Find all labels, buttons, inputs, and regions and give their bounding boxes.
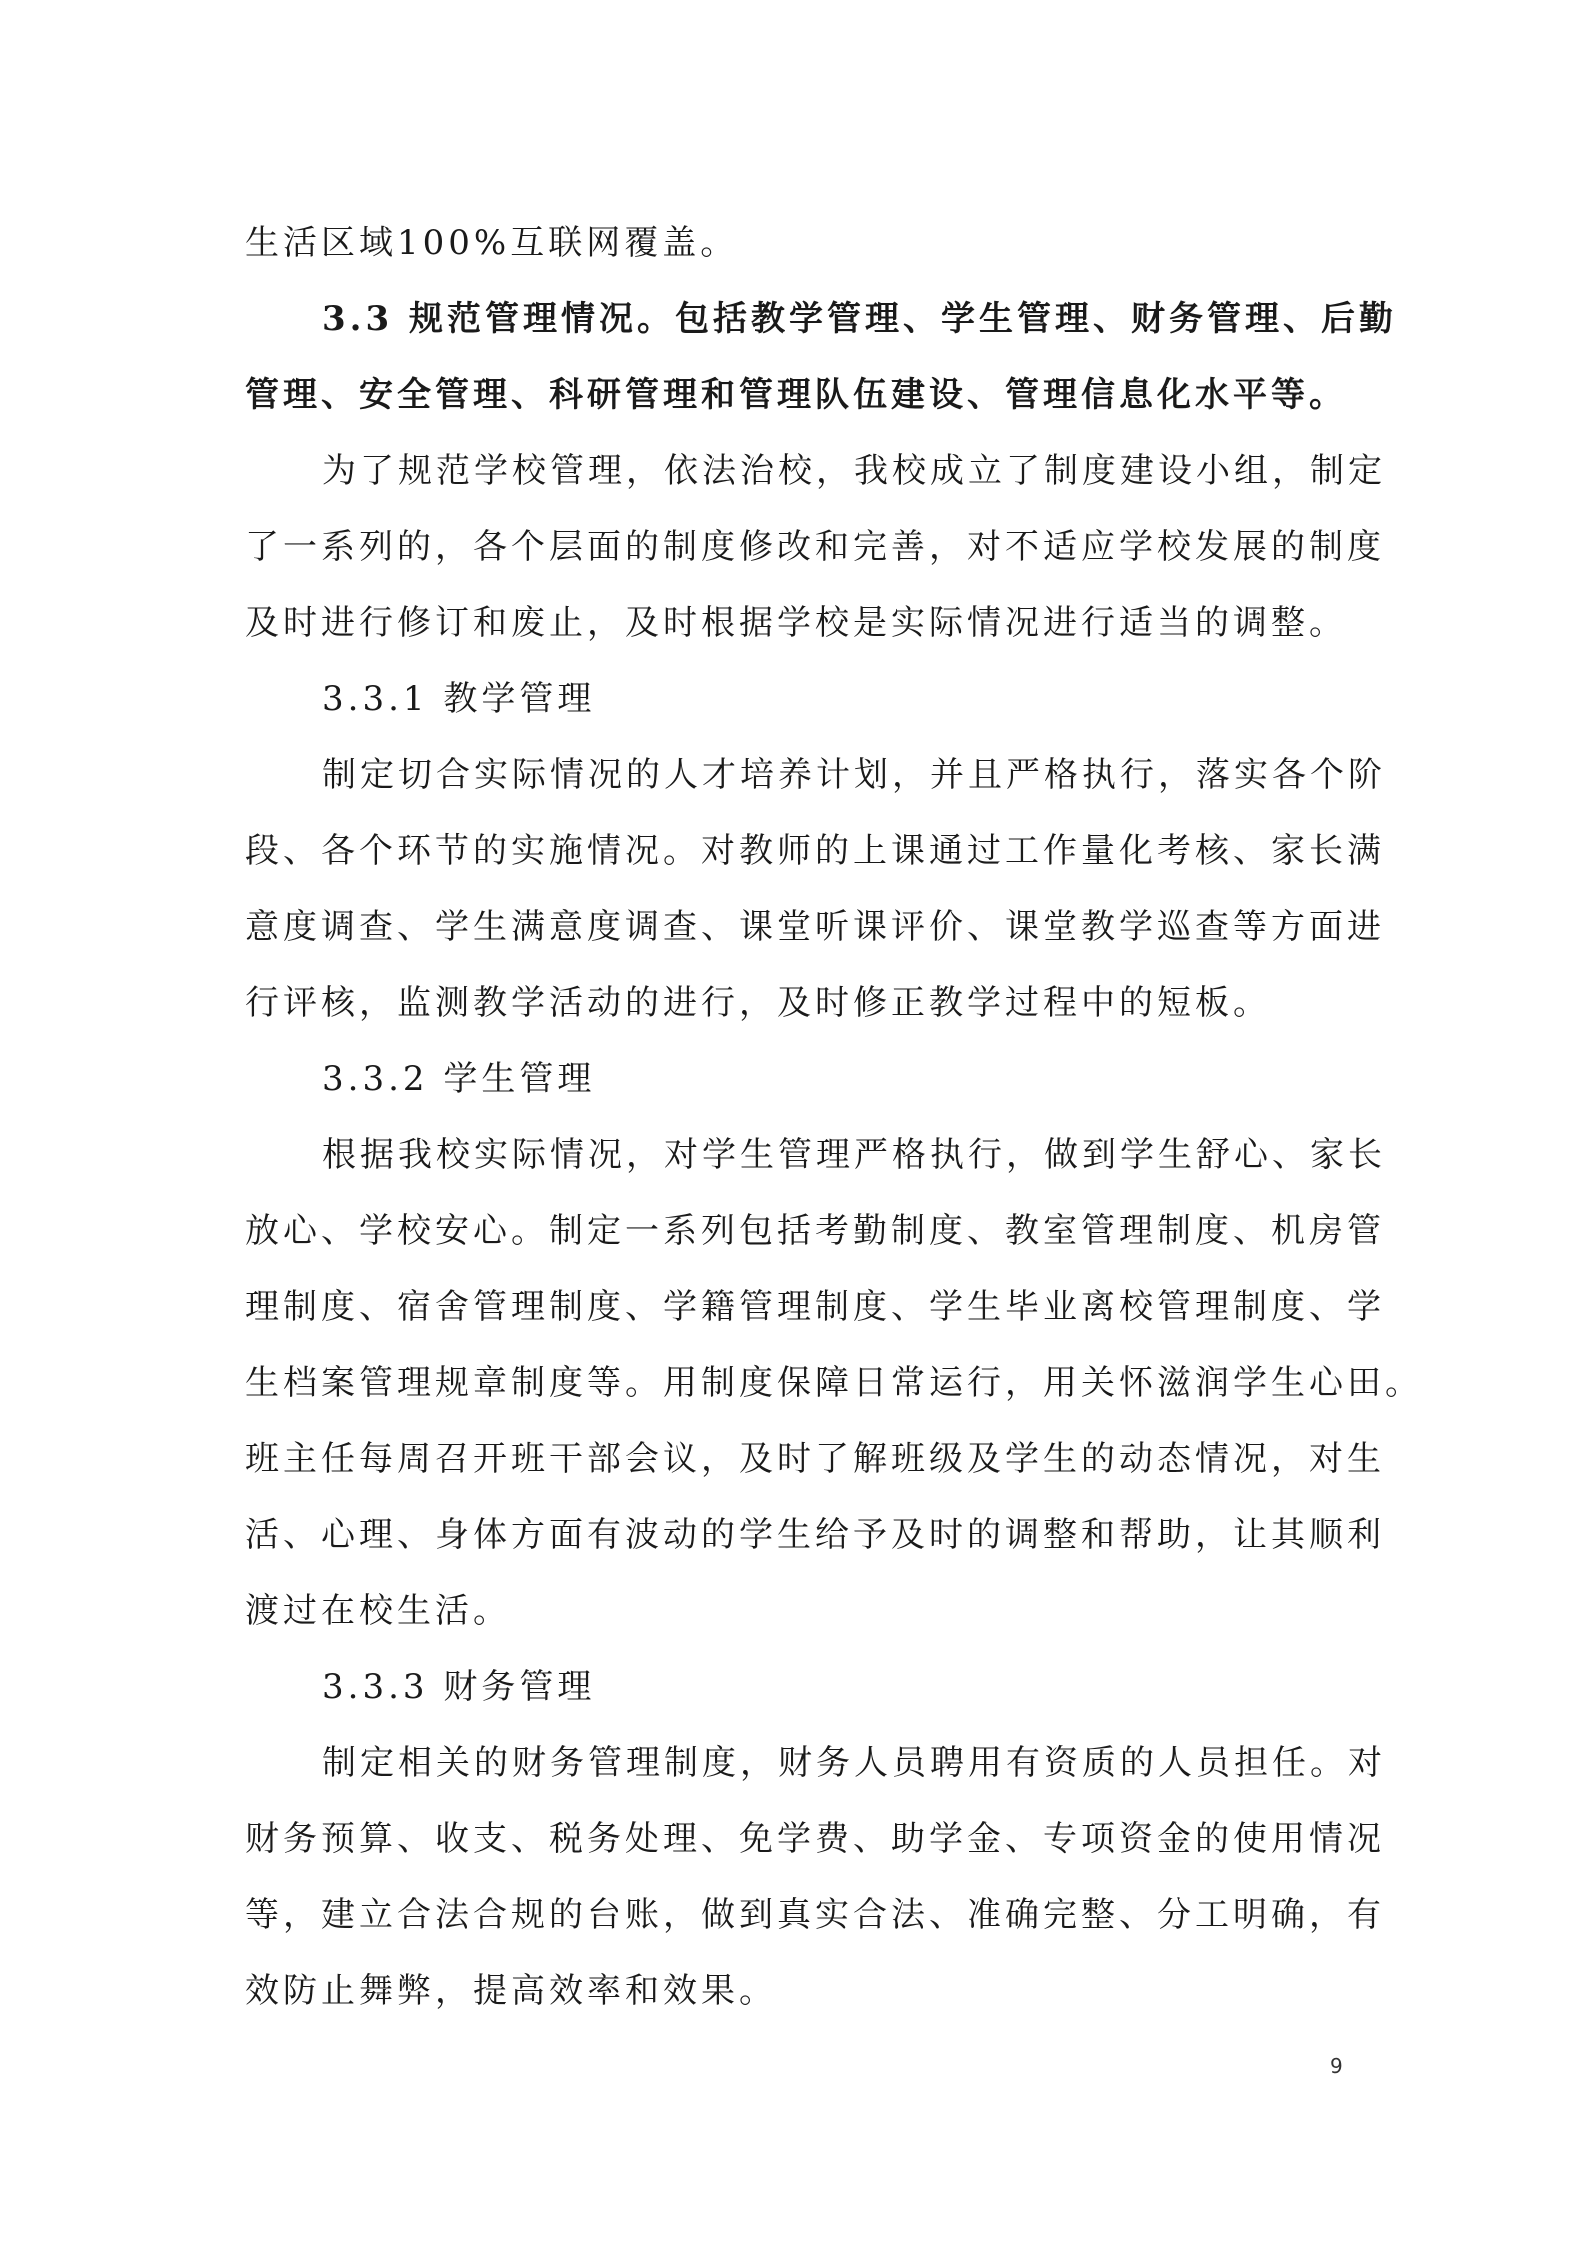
body-line: 段、各个环节的实施情况。对教师的上课通过工作量化考核、家长满 bbox=[245, 831, 1385, 871]
subsection-heading: 3.3.2 学生管理 bbox=[322, 1059, 596, 1099]
body-line: 效防止舞弊，提高效率和效果。 bbox=[245, 1971, 777, 2011]
body-line: 生档案管理规章制度等。用制度保障日常运行，用关怀滋润学生心田。 bbox=[245, 1363, 1423, 1403]
body-line: 制定切合实际情况的人才培养计划，并且严格执行，落实各个阶 bbox=[322, 755, 1386, 795]
body-line: 生活区域100%互联网覆盖。 bbox=[245, 223, 739, 263]
section-heading-line: 管理、安全管理、科研管理和管理队伍建设、管理信息化水平等。 bbox=[245, 375, 1347, 415]
page-number: 9 bbox=[1330, 2054, 1343, 2078]
body-line: 意度调查、学生满意度调查、课堂听课评价、课堂教学巡查等方面进 bbox=[245, 907, 1385, 947]
body-line: 理制度、宿舍管理制度、学籍管理制度、学生毕业离校管理制度、学 bbox=[245, 1287, 1385, 1327]
body-line: 财务预算、收支、税务处理、免学费、助学金、专项资金的使用情况 bbox=[245, 1819, 1385, 1859]
body-line: 行评核，监测教学活动的进行，及时修正教学过程中的短板。 bbox=[245, 983, 1271, 1023]
body-line: 等，建立合法合规的台账，做到真实合法、准确完整、分工明确，有 bbox=[245, 1895, 1385, 1935]
body-line: 了一系列的，各个层面的制度修改和完善，对不适应学校发展的制度 bbox=[245, 527, 1385, 567]
body-line: 根据我校实际情况，对学生管理严格执行，做到学生舒心、家长 bbox=[322, 1135, 1386, 1175]
body-line: 活、心理、身体方面有波动的学生给予及时的调整和帮助，让其顺利 bbox=[245, 1515, 1385, 1555]
body-line: 制定相关的财务管理制度，财务人员聘用有资质的人员担任。对 bbox=[322, 1743, 1386, 1783]
body-line: 放心、学校安心。制定一系列包括考勤制度、教室管理制度、机房管 bbox=[245, 1211, 1385, 1251]
subsection-heading: 3.3.3 财务管理 bbox=[322, 1667, 596, 1707]
section-heading-line: 3.3 规范管理情况。包括教学管理、学生管理、财务管理、后勤 bbox=[322, 299, 1397, 339]
body-line: 为了规范学校管理，依法治校，我校成立了制度建设小组，制定 bbox=[322, 451, 1386, 491]
body-line: 渡过在校生活。 bbox=[245, 1591, 511, 1631]
subsection-heading: 3.3.1 教学管理 bbox=[322, 679, 596, 719]
body-line: 班主任每周召开班干部会议，及时了解班级及学生的动态情况，对生 bbox=[245, 1439, 1385, 1479]
body-line: 及时进行修订和废止，及时根据学校是实际情况进行适当的调整。 bbox=[245, 603, 1347, 643]
